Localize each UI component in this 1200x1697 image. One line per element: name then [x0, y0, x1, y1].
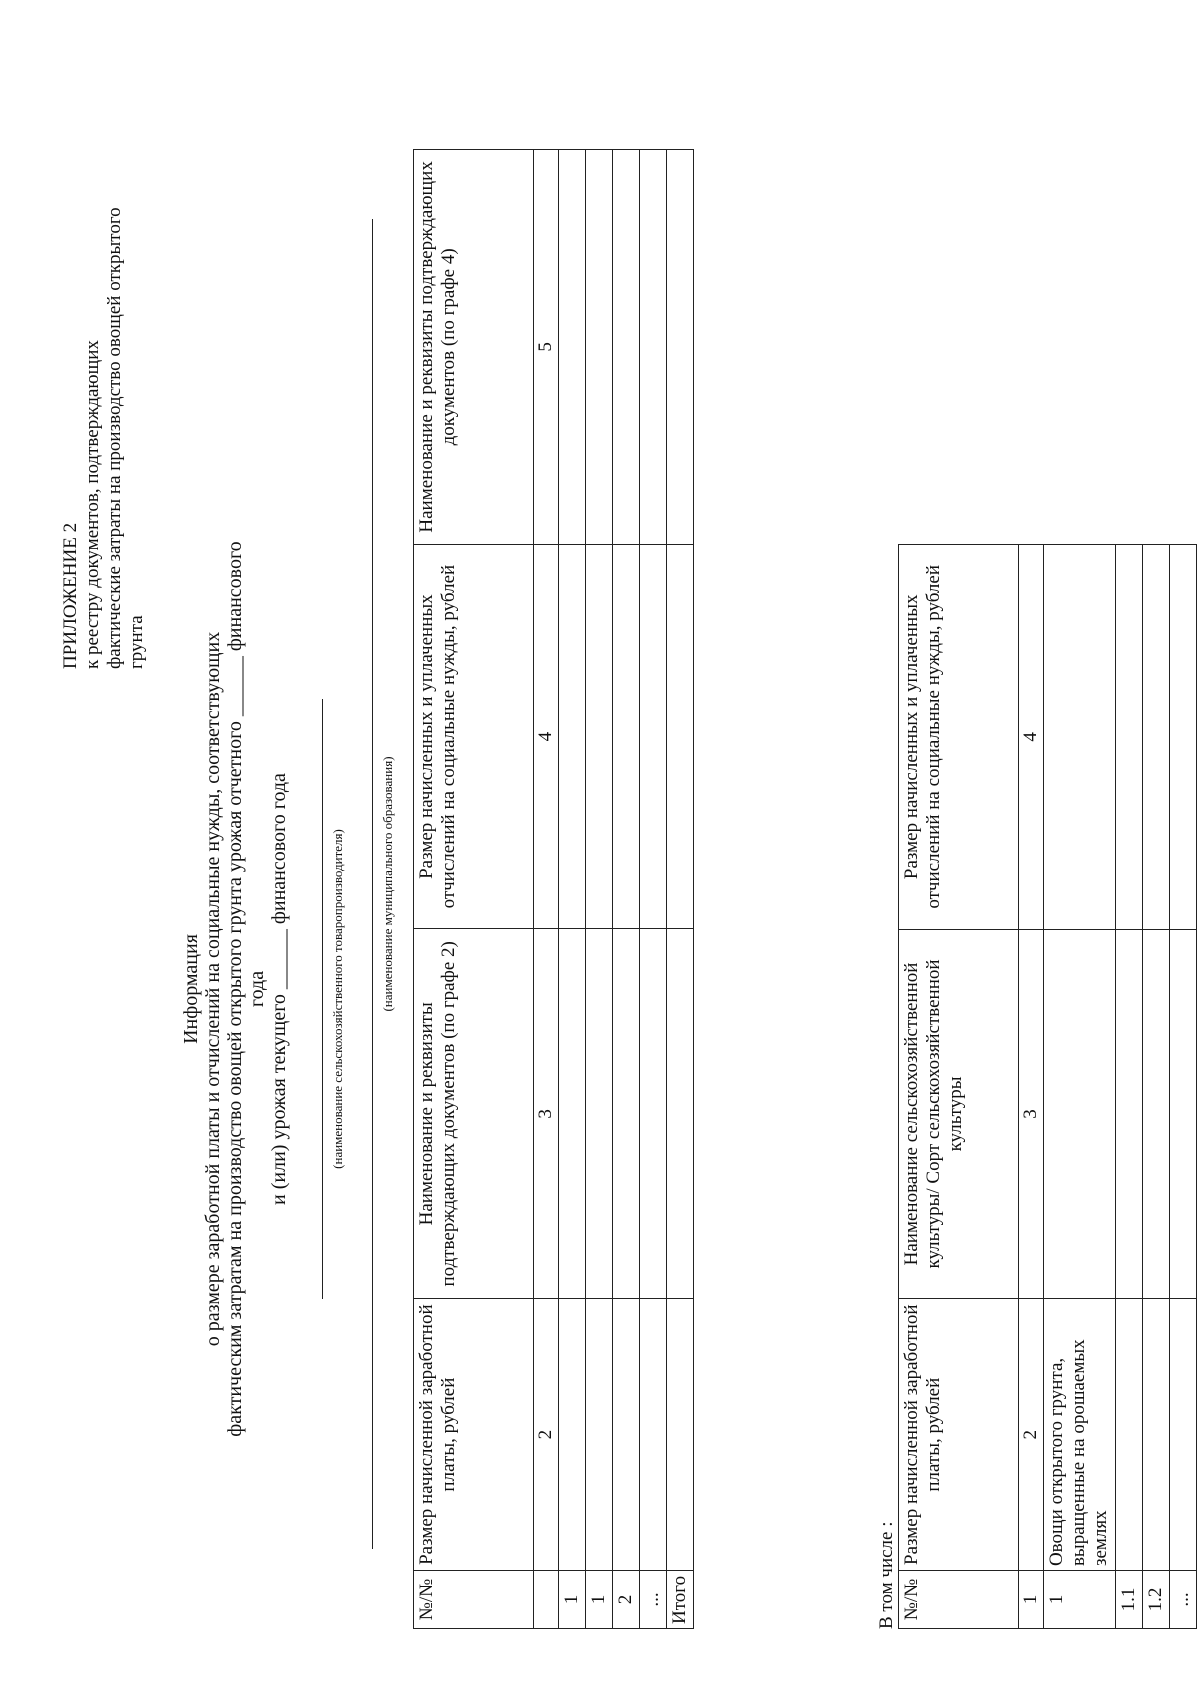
- table-cell: [1170, 1299, 1197, 1571]
- row-number: 1: [1044, 1571, 1116, 1629]
- row-number: ...: [640, 1571, 667, 1629]
- column-number: 3: [534, 929, 559, 1299]
- column-number: 5: [534, 150, 559, 545]
- table-cell: [586, 1299, 613, 1571]
- appendix-line-3: грунта: [126, 615, 147, 669]
- document-title-block: [180, 529, 290, 1449]
- table-row: [559, 150, 586, 1629]
- header-cell: Размер начисленной заработной платы, рублей: [899, 1299, 1019, 1571]
- table-cell: [613, 150, 640, 545]
- table-row: [1116, 545, 1143, 1629]
- header-cell: Наименование сельскохозяйственной культуры/ Сорт сельскохозяйственной культуры: [899, 929, 1019, 1299]
- total-row: [667, 150, 694, 1629]
- table-cell: [1143, 545, 1170, 930]
- table-cell: [586, 544, 613, 929]
- table-row: [1044, 545, 1116, 1629]
- column-number: 1: [1019, 1571, 1044, 1629]
- column-number-row: [1019, 545, 1044, 1629]
- row-number: ...: [1170, 1571, 1197, 1629]
- table-cell: [1170, 929, 1197, 1299]
- row-number: 1: [586, 1571, 613, 1629]
- producer-caption: (наименование сельскохозяйственного товаропроизводителя): [330, 829, 345, 1169]
- crops-breakdown-table: [898, 544, 1197, 1629]
- table-cell: [613, 544, 640, 929]
- header-cell: Размер начисленной заработной платы, рублей: [414, 1299, 534, 1571]
- table-cell: [667, 1299, 694, 1571]
- table-cell: [667, 150, 694, 545]
- municipality-caption: (наименование муниципального образования): [380, 756, 395, 1012]
- table-cell: [1143, 1299, 1170, 1571]
- table-cell: [1170, 545, 1197, 930]
- document-subtitle-1: о размере заработной платы и отчислений на социальные нужды, соответствующих: [202, 631, 224, 1347]
- table-cell: [559, 150, 586, 545]
- header-cell: Размер начисленных и уплаченных отчислений на социальные нужды, рублей: [899, 545, 1019, 930]
- producer-underline: [322, 699, 323, 1299]
- header-cell: №/№: [414, 1571, 534, 1629]
- table-cell: [1143, 929, 1170, 1299]
- table-cell: [667, 544, 694, 929]
- table-row: [1170, 545, 1197, 1629]
- document-page: [30, 29, 1193, 1669]
- table-cell: [559, 1299, 586, 1571]
- table-cell: [1116, 929, 1143, 1299]
- document-title: Информация: [180, 934, 202, 1044]
- table-row: [613, 150, 640, 1629]
- column-number: 4: [534, 544, 559, 929]
- table-cell: [559, 929, 586, 1299]
- column-number: 4: [1019, 545, 1044, 930]
- crop-group-cell: Овощи открытого грунта, выращенные на орошаемых землях: [1044, 1299, 1116, 1571]
- table-cell: [1044, 545, 1116, 930]
- table-cell: [667, 929, 694, 1299]
- header-cell: Наименование и реквизиты подтверждающих документов (по графе 2): [414, 929, 534, 1299]
- row-number: 1: [559, 1571, 586, 1629]
- appendix-title: ПРИЛОЖЕНИЕ 2: [60, 522, 81, 669]
- table-cell: [586, 929, 613, 1299]
- table-row: [586, 150, 613, 1629]
- table-cell: [640, 150, 667, 545]
- table-cell: [613, 929, 640, 1299]
- table-cell: [613, 1299, 640, 1571]
- column-number: 2: [534, 1299, 559, 1571]
- table-row: [640, 150, 667, 1629]
- table-cell: [1044, 929, 1116, 1299]
- row-number: 1.2: [1143, 1571, 1170, 1629]
- table-cell: [586, 150, 613, 545]
- wages-table-header-row: [414, 150, 534, 1629]
- appendix-line-2: фактические затраты на производство овощей открытого: [104, 207, 125, 669]
- column-number: [534, 1571, 559, 1629]
- table-cell: [559, 544, 586, 929]
- appendix-header: [60, 69, 148, 669]
- document-subtitle-3: и (или) урожая текущего ______ финансового года: [268, 773, 290, 1205]
- header-cell: Размер начисленных и уплаченных отчислений на социальные нужды, рублей: [414, 544, 534, 929]
- total-label: Итого: [667, 1571, 694, 1629]
- table-cell: [1116, 545, 1143, 930]
- column-number-row: [534, 150, 559, 1629]
- table-cell: [640, 1299, 667, 1571]
- wages-table: [413, 149, 694, 1629]
- appendix-line-1: к реестру документов, подтверждающих: [82, 340, 103, 669]
- row-number: 2: [613, 1571, 640, 1629]
- including-label: В том числе :: [876, 1521, 897, 1629]
- header-cell: Наименование и реквизиты подтверждающих документов (по графе 4): [414, 150, 534, 545]
- municipality-underline: [372, 219, 373, 1549]
- document-subtitle-2: фактическим затратам на производство овощей открытого грунта урожая отчетного ______ финансового года: [224, 541, 268, 1437]
- row-number: 1.1: [1116, 1571, 1143, 1629]
- column-number: 2: [1019, 1299, 1044, 1571]
- crops-table-header-row: [899, 545, 1019, 1629]
- column-number: 3: [1019, 929, 1044, 1299]
- table-row: [1143, 545, 1170, 1629]
- table-cell: [1116, 1299, 1143, 1571]
- table-cell: [640, 929, 667, 1299]
- table-cell: [640, 544, 667, 929]
- header-cell: №/№: [899, 1571, 1019, 1629]
